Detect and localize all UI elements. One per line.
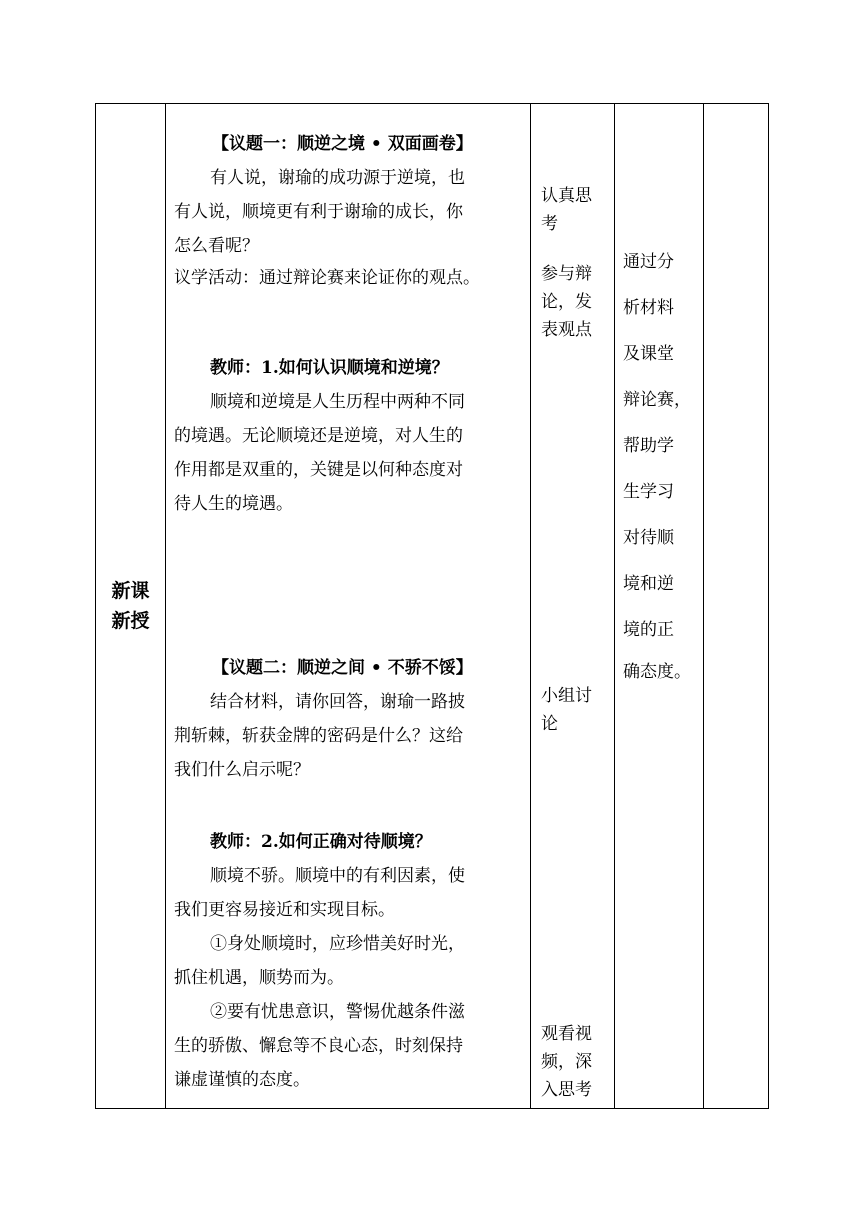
topic1-line: 议学活动：通过辩论赛来论证你的观点。 bbox=[174, 268, 480, 288]
section-label-cell bbox=[96, 104, 166, 1109]
teacher1-line: 作用都是双重的，关键是以何种态度对 bbox=[174, 460, 463, 480]
design-intent-line: 及课堂 bbox=[623, 344, 674, 364]
teacher2-line: 顺境不骄。顺境中的有利因素，使 bbox=[210, 866, 465, 886]
topic1-line: 怎么看呢？ bbox=[174, 236, 259, 256]
lesson-plan-table bbox=[95, 103, 769, 1109]
teacher1-line: 的境遇。无论顺境还是逆境，对人生的 bbox=[174, 426, 463, 446]
teaching-content-cell bbox=[166, 104, 531, 1109]
teacher2-heading: 教师：2.如何正确对待顺境？ bbox=[210, 832, 432, 852]
student-activity-line: 考 bbox=[541, 214, 558, 234]
student-activity-line: 表观点 bbox=[541, 320, 592, 340]
design-intent-line: 通过分 bbox=[623, 252, 674, 272]
teacher2-line: ①身处顺境时，应珍惜美好时光， bbox=[210, 934, 465, 954]
design-intent-line: 辩论赛， bbox=[623, 390, 691, 410]
topic2-line: 结合材料，请你回答，谢瑜一路披 bbox=[210, 692, 465, 712]
design-intent-line: 析材料 bbox=[623, 298, 674, 318]
teacher2-line: 我们更容易接近和实现目标。 bbox=[174, 900, 395, 920]
design-intent-line: 对待顺 bbox=[623, 528, 674, 548]
student-activity-line: 参与辩 bbox=[541, 264, 592, 284]
teacher2-line: ②要有忧患意识，警惕优越条件滋 bbox=[210, 1002, 465, 1022]
design-intent-line: 境和逆 bbox=[623, 574, 674, 594]
student-activity-line: 小组讨 bbox=[541, 686, 592, 706]
design-intent-line: 帮助学 bbox=[623, 436, 674, 456]
teacher2-line: 抓住机遇，顺势而为。 bbox=[174, 968, 344, 988]
student-activity-line: 观看视 bbox=[541, 1024, 592, 1044]
design-intent-line: 境的正 bbox=[623, 620, 674, 640]
topic2-line: 荆斩棘，斩获金牌的密码是什么？这给 bbox=[174, 726, 463, 746]
teacher1-heading: 教师：1.如何认识顺境和逆境？ bbox=[210, 358, 449, 378]
design-intent-line: 生学习 bbox=[623, 482, 674, 502]
teacher1-line: 顺境和逆境是人生历程中两种不同 bbox=[210, 392, 465, 412]
student-activity-line: 频，深 bbox=[541, 1052, 592, 1072]
section-label: 新课新授 bbox=[111, 580, 150, 632]
student-activity-line: 入思考 bbox=[541, 1080, 592, 1100]
teacher2-line: 谦虚谨慎的态度。 bbox=[174, 1070, 310, 1090]
student-activity-line: 论 bbox=[541, 714, 558, 734]
topic2-line: 我们什么启示呢？ bbox=[174, 760, 310, 780]
teacher1-line: 待人生的境遇。 bbox=[174, 494, 293, 514]
topic2-heading: 【议题二：顺逆之间 • 不骄不馁】 bbox=[212, 658, 473, 678]
student-activity-cell bbox=[531, 104, 615, 1109]
topic1-line: 有人说，顺境更有利于谢瑜的成长，你 bbox=[174, 202, 463, 222]
teacher2-line: 生的骄傲、懈怠等不良心态，时刻保持 bbox=[174, 1036, 463, 1056]
topic1-heading: 【议题一：顺逆之境 • 双面画卷】 bbox=[212, 134, 473, 154]
design-intent-cell bbox=[615, 104, 704, 1109]
student-activity-line: 认真思 bbox=[541, 186, 592, 206]
design-intent-line: 确态度。 bbox=[623, 662, 691, 682]
topic1-line: 有人说，谢瑜的成功源于逆境，也 bbox=[210, 168, 465, 188]
student-activity-line: 论，发 bbox=[541, 292, 592, 312]
empty-notes-cell bbox=[704, 104, 769, 1109]
